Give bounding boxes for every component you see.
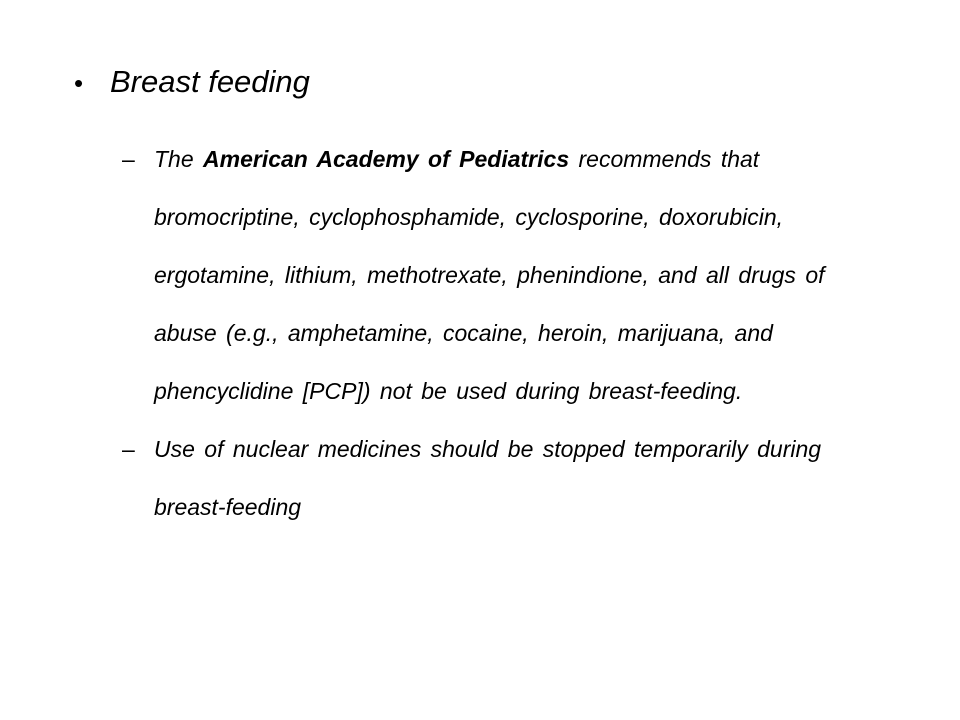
sub-bullet-item [122, 420, 892, 536]
text-segment: Use of nuclear medicines should be stopped temporarily during breast-feeding [154, 436, 822, 520]
bullet-title: Breast feeding [110, 64, 310, 99]
sub-bullet-text [154, 130, 892, 420]
text-segment: recommends that bromocriptine, cyclophosphamide, cyclosporine, doxorubicin, ergotamine, lithium, methotrexate, phenindione, and all drugs of abuse (e.g., amphetamine, cocaine, heroin, marijuana, and phencyclidine [PCP]) not be used during breast-feeding. [154, 146, 825, 404]
organization-name: American Academy of Pediatrics [203, 146, 570, 172]
dash-marker: – [122, 146, 135, 172]
sub-bullet-list [122, 130, 892, 536]
dash-marker: – [122, 436, 135, 462]
sub-bullet-item [122, 130, 892, 420]
sub-bullet-text [154, 420, 892, 536]
bullet-marker: • [74, 68, 84, 98]
text-segment: The [154, 146, 204, 172]
main-bullet [74, 58, 914, 107]
